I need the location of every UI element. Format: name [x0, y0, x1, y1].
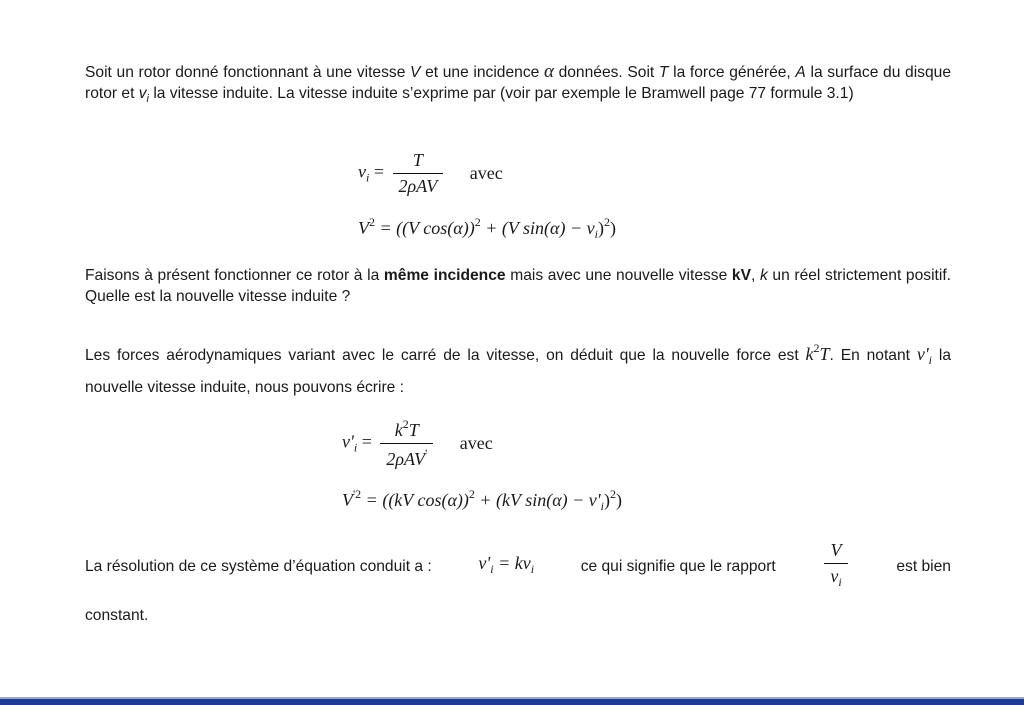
var-v: v [138, 85, 147, 102]
math-result [478, 553, 534, 580]
text: Les forces aérodynamiques variant avec le carré de la vitesse, on déduit que la nouvelle force est [85, 347, 806, 364]
den-text: 2ρAV [386, 449, 426, 469]
var-T: T [819, 344, 830, 364]
sub-i: i [928, 353, 933, 367]
var-k: k [759, 267, 768, 284]
equation-induced-velocity [358, 150, 503, 197]
ratio-v: v [830, 566, 839, 586]
paragraph-conclusion [85, 540, 951, 626]
sup-2: 2 [813, 341, 820, 355]
result-lhs: v' [478, 553, 491, 573]
text: La résolution de ce système d’équation conduit a : [85, 558, 432, 575]
bold-kV: kV [731, 267, 751, 284]
ratio-numerator [824, 540, 847, 563]
den-prime: ' [425, 446, 428, 460]
text: la nouvelle vitesse induite, nous pouvons écrire : [85, 347, 951, 396]
var-T: T [658, 64, 669, 81]
fraction-denominator [380, 443, 433, 470]
result-rhs-sub: i [530, 562, 535, 576]
fraction [393, 150, 444, 197]
eq-sign: = [369, 161, 384, 182]
eq-close: ) [603, 490, 610, 510]
text: et une incidence [420, 64, 544, 81]
avec-label: avec [459, 433, 493, 453]
text: la vitesse induite. La vitesse induite s’exprime par (voir par exemple le Bramwell page 77 formule 3.1) [148, 85, 854, 102]
eq-lhs-sub: i [353, 440, 358, 455]
var-v-sub: i [146, 93, 149, 106]
var-V: V [410, 64, 421, 81]
eq-sup: '2 [353, 487, 362, 501]
eq-body: = ((kV cos(α)) [361, 490, 469, 510]
text: . En notant [829, 347, 917, 364]
num-sup: 2 [402, 417, 409, 431]
result-lhs-sub: i [490, 562, 494, 576]
text-constant: constant. [85, 607, 149, 624]
ratio-denominator [824, 563, 847, 593]
text: Faisons à présent fonctionner ce rotor à la [85, 267, 384, 284]
num-k: k [394, 420, 403, 440]
ratio-fraction [824, 540, 847, 593]
eq-close: ) [597, 218, 604, 238]
eq-lhs: v' [342, 431, 354, 452]
equation-new-velocity-norm [342, 487, 622, 514]
paragraph-new-force [85, 334, 951, 402]
var-A: A [795, 64, 806, 81]
fraction-denominator [393, 173, 444, 197]
avec-label: avec [469, 163, 503, 183]
eq-lhs-sub: i [366, 170, 370, 185]
eq-mid: + (kV sin(α) − v' [474, 490, 601, 510]
math-k2T [805, 341, 830, 364]
eq-sq2: 2 [603, 215, 610, 229]
eq-sq2: 2 [609, 487, 616, 501]
eq-V: V [342, 490, 353, 510]
math-v-prime-i [916, 344, 933, 367]
eq-sub: i [594, 227, 598, 241]
eq-mid: + (V sin(α) − v [480, 218, 595, 238]
equation-velocity-norm [358, 215, 616, 242]
paragraph-new-speed [85, 265, 951, 307]
eq-sq1: 2 [468, 487, 475, 501]
text: ce qui signifie que le rapport [580, 558, 776, 575]
num-text: T [412, 150, 423, 170]
eq-sub: i [600, 499, 604, 513]
text: mais avec une nouvelle vitesse [505, 267, 732, 284]
var-k: k [805, 344, 814, 364]
eq-sq1: 2 [474, 215, 481, 229]
eq-sup: 2 [369, 215, 375, 229]
ratio-sub: i [838, 575, 842, 589]
eq-V: V [358, 218, 369, 238]
num-T: T [408, 420, 419, 440]
eq-body: = ((V cos(α)) [375, 218, 475, 238]
bold-same-incidence: même incidence [383, 267, 506, 284]
text: la force générée, [668, 64, 796, 81]
eq-end: ) [615, 490, 622, 510]
text: un réel strictement positif. Quelle est la nouvelle vitesse induite ? [85, 267, 951, 305]
text: la surface du disque rotor et [85, 64, 951, 102]
fraction-numerator [393, 150, 444, 173]
alpha-symbol: α [543, 61, 554, 82]
fraction [380, 417, 433, 470]
text: Soit un rotor donné fonctionnant à une vitesse [85, 64, 411, 81]
ratio-V: V [830, 540, 842, 560]
fraction-numerator [380, 417, 433, 443]
conclusion-line [85, 540, 951, 593]
text: données. Soit [553, 64, 659, 81]
text: est bien [896, 558, 951, 575]
paragraph-intro [85, 61, 951, 110]
eq-end: ) [609, 218, 616, 238]
footer-bar [0, 699, 1024, 705]
equation-new-induced-velocity [342, 417, 493, 470]
eq-lhs: v [358, 161, 366, 182]
var-v-prime: v' [916, 344, 929, 364]
result-rhs: = kv [493, 553, 531, 573]
text: , [750, 267, 760, 284]
eq-sign: = [357, 431, 372, 452]
var-alpha [544, 61, 554, 82]
den-text: 2ρAV [398, 176, 438, 196]
